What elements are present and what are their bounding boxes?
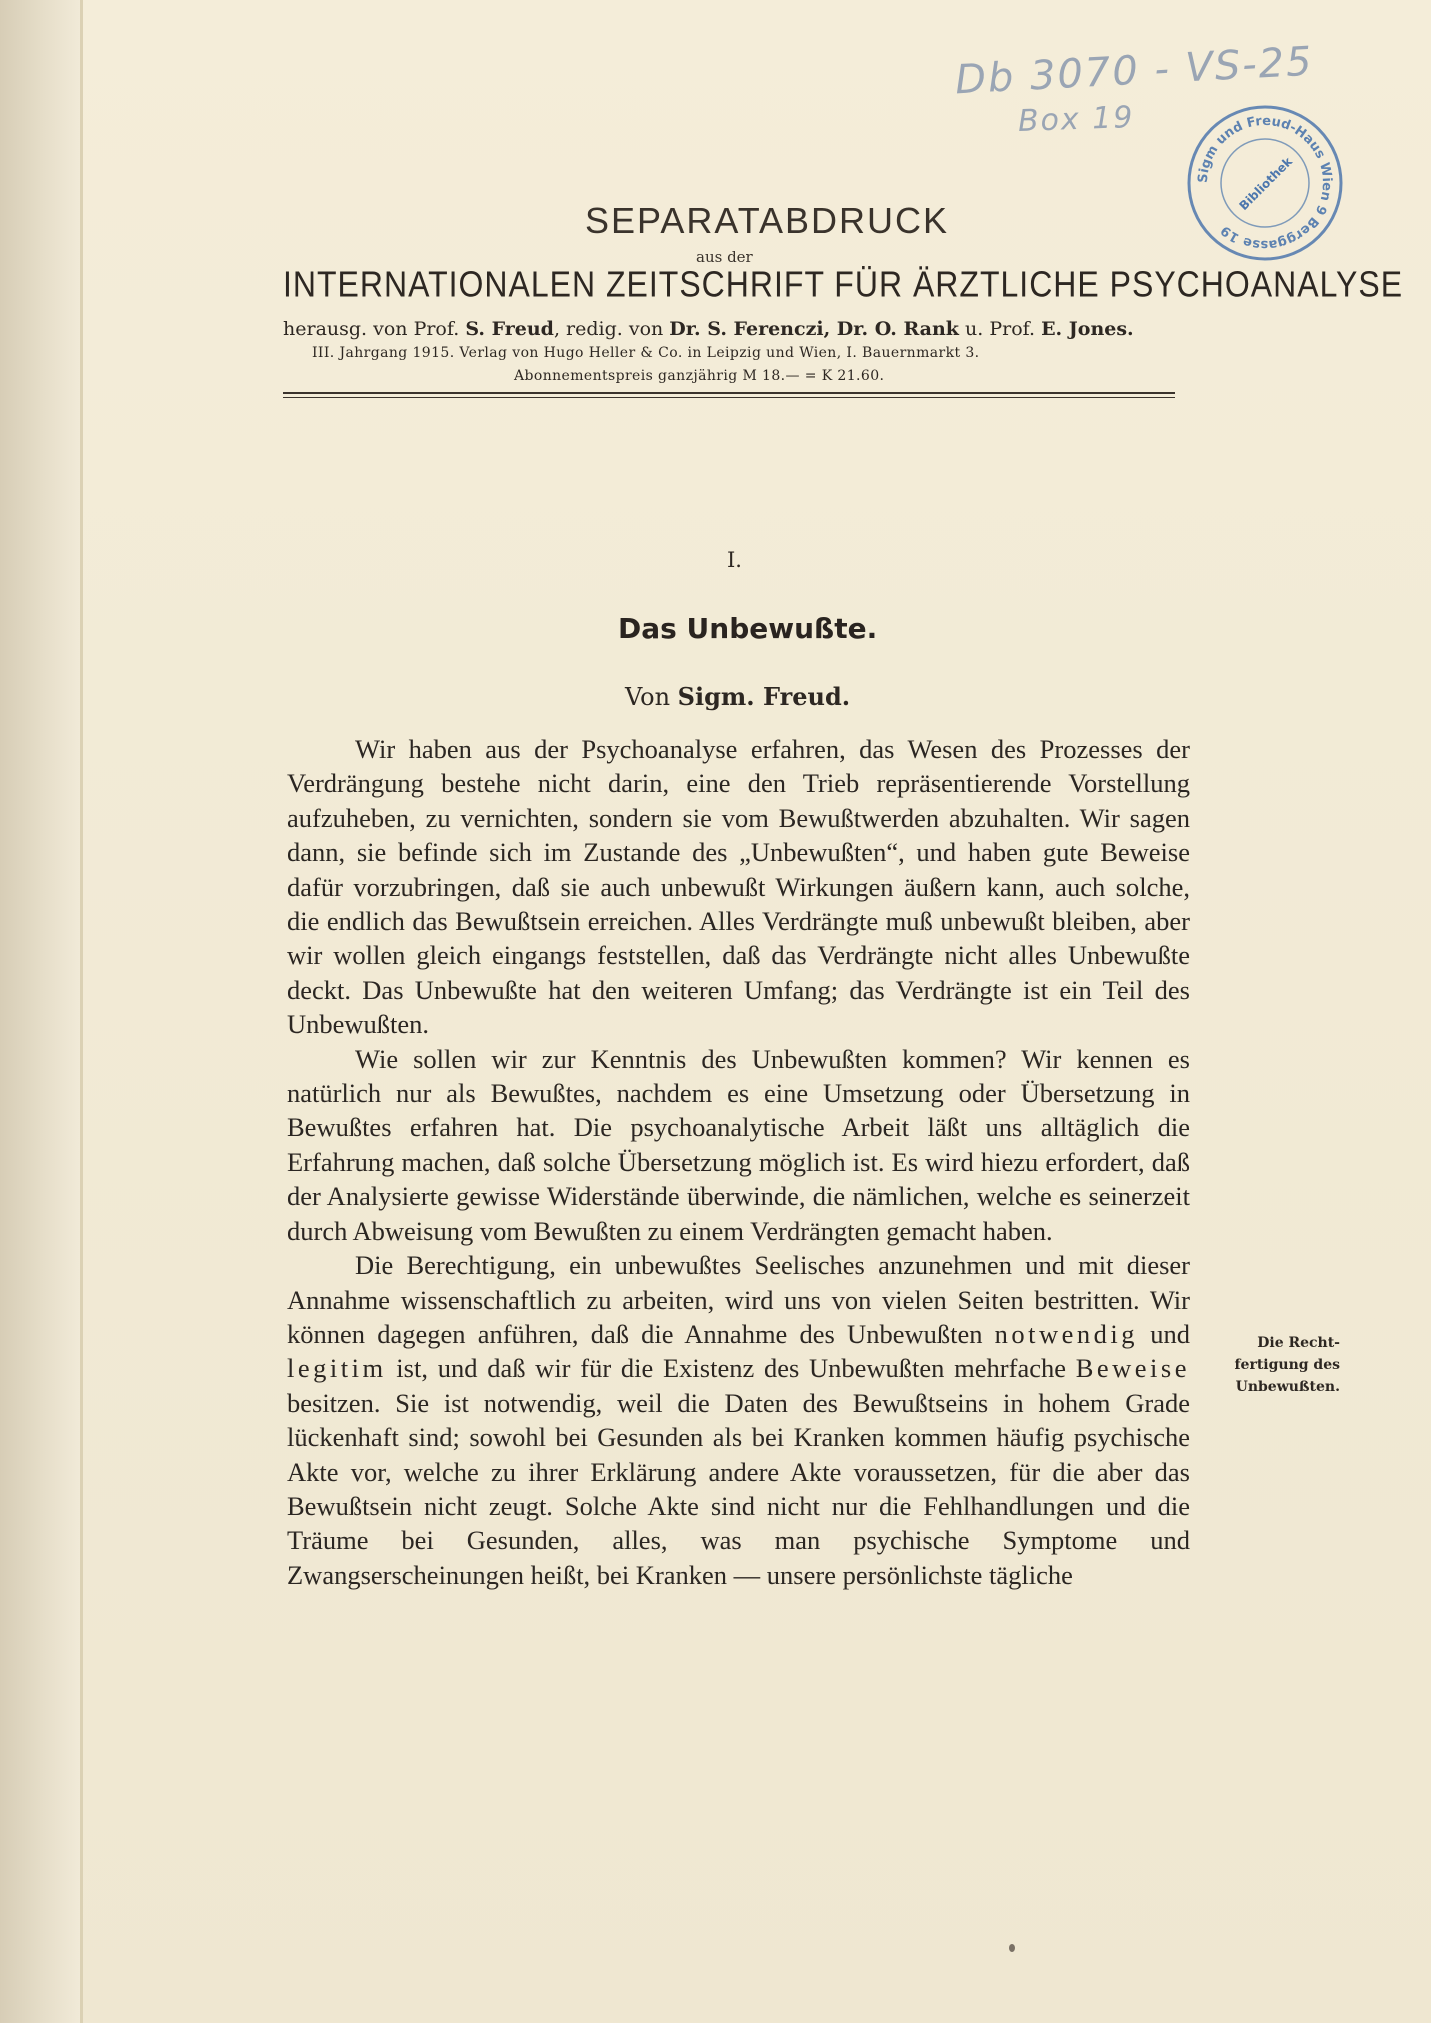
paragraph-3-text-d: besitzen. Sie ist notwendig, weil die Daten des Bewußtseins in hohem Grade lückenhaft sind; sowohl bei Gesunden als bei Kranken kommen häufig psychische Akte vor, welche zu ihrer Erklärung andere Akte voraussetzen, für die aber das Bewußtsein nicht zeugt. Solche Akte sind nicht nur die Fehlhandlungen und die Träume bei Gesunden, alles, was man psychische Symptome und Zwangserscheinungen heißt, bei Kranken — unsere persönlichste tägliche: [287, 1387, 1190, 1590]
paragraph-3-text-a: Die Berechtigung, ein unbewußtes Seelisches anzunehmen und mit dieser Annahme wissenschaftlich zu arbeiten, wird uns von vielen Seiten bestritten. Wir können dagegen anführen, daß die Annahme des Unbewußten: [287, 1250, 1190, 1349]
stamp-ring-text: Sigm und Freud-Haus Wien 9 Berggasse 19: [1195, 113, 1335, 253]
paragraph-3-text-b: und: [1138, 1318, 1191, 1349]
paragraph-3: [287, 1248, 1190, 1592]
paper-speck: [1009, 1944, 1015, 1952]
separatabdruck-title: SEPARATABDRUCK: [585, 200, 950, 241]
handwritten-shelfmark: Db 3070 - VS-25: [954, 38, 1315, 104]
spaced-word-notwendig: notwendig: [994, 1318, 1139, 1349]
author-line: [625, 682, 850, 711]
marginal-line-1: Die Recht-: [1257, 1335, 1340, 1351]
marginal-line-3: Unbewußten.: [1235, 1379, 1340, 1395]
journal-title: INTERNATIONALEN ZEITSCHRIFT FÜR ÄRZTLICHE PSYCHOANALYSE: [283, 264, 1404, 305]
marginal-note: [1200, 1332, 1340, 1398]
author-prefix: Von: [625, 683, 678, 711]
publication-info: III. Jahrgang 1915. Verlag von Hugo Heller & Co. in Leipzig und Wien, I. Bauernmarkt 3.: [312, 345, 980, 361]
editor-ferenczi-rank: Dr. S. Ferenczi, Dr. O. Rank: [669, 318, 959, 340]
article-body: [287, 732, 1190, 1592]
library-stamp: [1185, 103, 1345, 263]
editors-mid: , redig. von: [553, 318, 670, 340]
spaced-word-beweise: Beweise: [1075, 1353, 1190, 1384]
paragraph-1: Wir haben aus der Psychoanalyse erfahren, das Wesen des Prozesses der Verdrängung bestehe nicht darin, eine den Trieb repräsentierende Vorstellung aufzuheben, zu vernichten, sondern sie vom Bewußtwerden abzuhalten. Wir sagen dann, sie befinde sich im Zustande des „Unbewußten“, und haben gute Beweise dafür vorzubringen, daß sie auch unbewußt Wirkungen äußern kann, auch solche, die endlich das Bewußtsein erreichen. Alles Verdrängte muß unbewußt bleiben, aber wir wollen gleich eingangs feststellen, daß das Verdrängte nicht alles Unbewußte deckt. Das Unbewußte hat den weiteren Umfang; das Verdrängte ist ein Teil des Unbewußten.: [287, 734, 1190, 1040]
aus-der-label: aus der: [696, 248, 753, 266]
editors-prefix: herausg. von Prof.: [283, 318, 466, 340]
editors-line: [283, 318, 1134, 340]
editor-freud: S. Freud: [465, 318, 554, 340]
article-title: Das Unbewußte.: [618, 612, 878, 645]
spaced-word-legitim: legitim: [287, 1353, 387, 1384]
scan-left-margin: [0, 0, 80, 2023]
editors-and: u. Prof.: [958, 318, 1042, 340]
author-name: Sigm. Freud.: [677, 682, 851, 711]
marginal-line-2: fertigung des: [1234, 1357, 1340, 1373]
subscription-price: Abonnementspreis ganzjährig M 18.— = K 21.60.: [514, 368, 885, 384]
stamp-center-text: Bibliothek: [1236, 154, 1295, 213]
section-number: I.: [727, 548, 742, 572]
header-rule: [283, 392, 1175, 394]
header-rule-thin: [283, 397, 1175, 398]
handwritten-box-number: Box 19: [1017, 99, 1135, 140]
paragraph-3-text-c: ist, und daß wir für die Existenz des Unbewußten mehrfache: [386, 1353, 1076, 1384]
paragraph-2: Wie sollen wir zur Kenntnis des Unbewußten kommen? Wir kennen es natürlich nur als Bewußtes, nachdem es eine Umsetzung oder Übersetzung in Bewußtes erfahren hat. Die psychoanalytische Arbeit läßt uns alltäglich die Erfahrung machen, daß solche Übersetzung möglich ist. Es wird hiezu erfordert, daß der Analysierte gewisse Widerstände überwinde, die nämlichen, welche es seinerzeit durch Abweisung vom Bewußten zu einem Verdrängten gemacht haben.: [287, 1043, 1190, 1246]
editor-jones: E. Jones.: [1041, 318, 1134, 340]
